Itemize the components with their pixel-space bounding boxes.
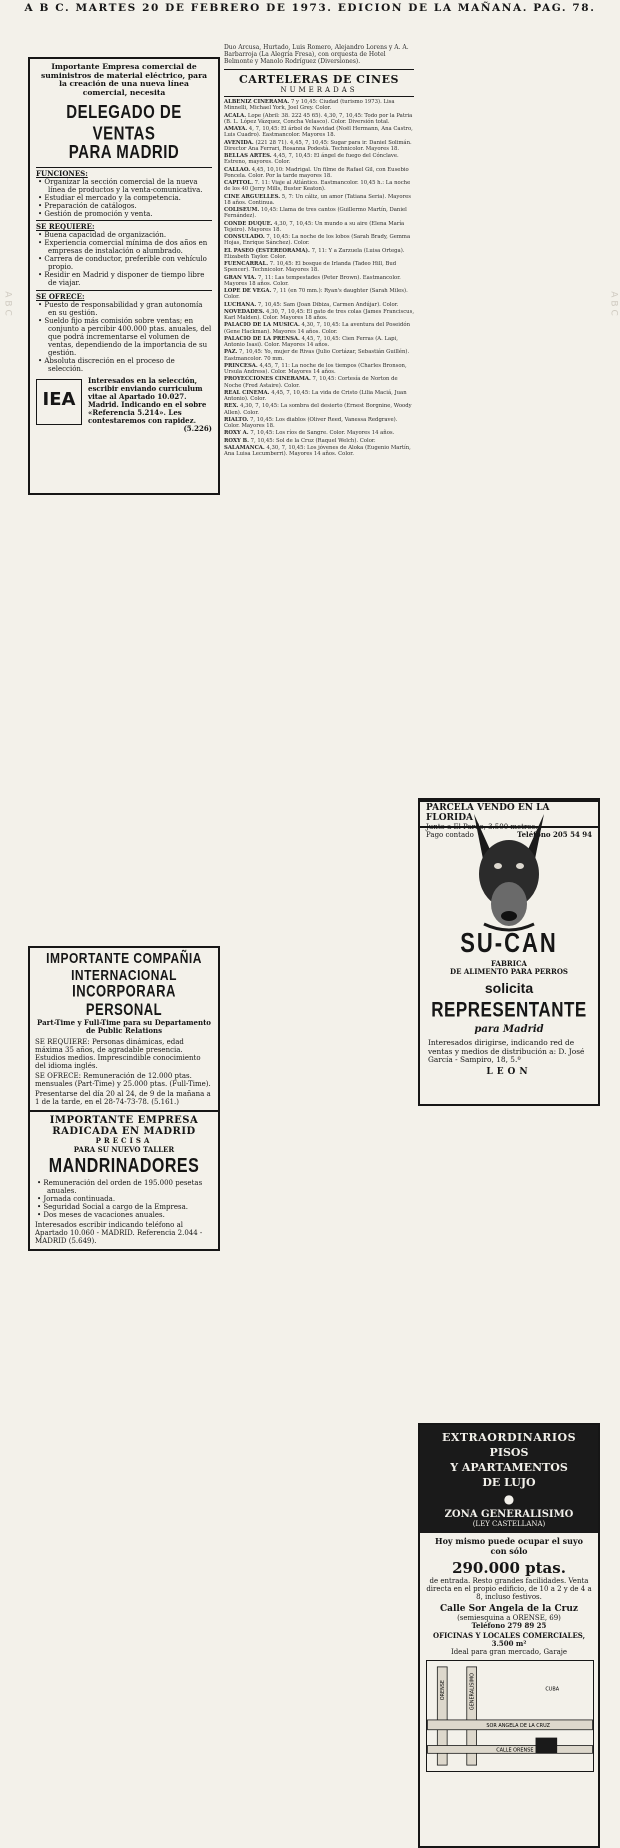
cine-listing [224,167,414,180]
ad-ref: (5.226) [183,424,212,434]
list-item: • Residir en Madrid y disponer de tiempo libre de viajar. [36,271,212,287]
cine-listing [224,194,414,207]
ad3-title: MANDRINADORES [48,1155,200,1177]
cine-details: 4,30, 7, 10,45: Los jóvenes de Aloka (Eugenio Martín, Ana Luisa Lecumberri). Mayores 14 años. Color. [224,444,411,458]
funciones-label: FUNCIONES: [36,168,88,178]
cine-listing [224,438,414,444]
cine-name: CINE ARGUELLES. [224,193,281,200]
cine-listing [224,234,414,247]
cine-details: 7, 11 (en 70 mm.): Ryan's daughter (Sarah Miles). Color. [224,288,408,301]
page-header: A B C. MARTES 20 DE FEBRERO DE 1973. EDICION DE LA MAÑANA. PAG. 78. [24,2,596,14]
cine-name: LUCHANA. [224,301,257,308]
cine-details: 7, 10,45: Los ríos de Sangre. Color. Mayores 14 años. [250,430,395,437]
cine-listing [224,302,414,308]
price-sub: de entrada. Resto grandes facilidades. Venta directa en el propio edificio, de 10 a 2 y de 4 a 8, incluso festivos. [426,1577,592,1602]
representante-text: REPRESENTANTE [431,997,587,1022]
watermark-right: ABC [608,291,619,319]
list-item: • Buena capacidad de organización. [36,231,212,239]
cine-details: 4,45, 7, 10,45: El ángel de fuego del Cónclave. Estreno, mayores. Color. [224,153,399,166]
watermark-left: ABC [2,291,13,319]
parcela-title: PARCELA VENDO EN LA FLORIDA [426,803,550,823]
cine-name: ROXY B. [224,437,249,444]
ad-headline-1: DELEGADO DE VENTAS [66,101,182,145]
ad2-contact: Presentarse del día 20 al 24, de 9 de la mañana a 1 de la tarde, en el 28-74-73-78. (5.161.) [35,1090,211,1107]
bullet-icon: ● [503,1492,515,1506]
cine-listing [224,180,414,193]
ad3-line2: RADICADA EN MADRID [52,1126,196,1138]
ad2-line1: IMPORTANTE COMPAÑIA [46,949,202,967]
compania-internacional-ad [30,948,218,1112]
ideal-text: Ideal para gran mercado, Garaje [450,1648,568,1657]
ad-contact: Interesados en la selección, escribir enviando curriculum vitae al Apartado 10.027. Madrid. Indicando en el sobre «Referencia 5.214». Les contestaremos con rapidez. [88,376,207,426]
zona-text: ZONA GENERALISIMO [444,1509,574,1520]
cine-details: 7, 10,45: Yo, mujer de Rivas (Julio Cortázar, Sebastián Guillén). Eastmancolor. 70 mm. [224,349,410,362]
cine-details: 7, 10,45: Sol de la Cruz (Raquel Welch). Color. [250,437,376,444]
oficinas-text: OFICINAS Y LOCALES COMERCIALES, 3.500 m² [432,1631,586,1649]
pisos-ad [418,1423,600,1848]
cine-name: EL PASEO (ESTEREORAMA). [224,247,310,254]
cine-name: AMAYA. [224,126,248,133]
parcela-pago: Pago contado [426,831,474,840]
cine-name: PRINCESA. [224,362,258,369]
cine-listing [224,363,414,376]
ad2-requiere: SE REQUIERE: Personas dinámicas, edad máxima 35 años, de agradable presencia. Estudios medios. Imprescindible conocimiento del idioma inglés. [35,1038,201,1071]
mandrinadores-ad [30,1112,218,1247]
cine-name: SALAMANCA. [224,444,265,451]
price-text: 290.000 ptas. [452,1559,566,1577]
top-text: Duo Arcusa, Hurtado, Luis Romero, Alejandro Lorens y A. A. Barbarroja (La Alegría Fresa), con orquesta de Hotel Belmonte y Manolo Rodríguez (Diversiones). [224,44,409,66]
cine-name: LOPE DE VEGA. [224,288,272,295]
cine-details: 4,30, 7, 10,45: El gato de tres colas (James Franciscus, Karl Malden). Color. Mayores 18 años. [224,308,415,322]
cine-details: 7, 10,45: Sam (Joan Dibiza, Carmen Andújar). Color. [257,301,399,308]
cine-listing [224,403,414,416]
list-item: • Dos meses de vacaciones anuales. [35,1211,213,1219]
pisos-line1: EXTRAORDINARIOS [441,1431,577,1444]
requiere-label: SE REQUIERE: [36,222,95,232]
cine-listing [224,309,414,322]
company-logo: IEA [36,379,82,425]
cine-name: REAL CINEMA. [224,389,270,396]
cine-listing [224,126,414,139]
cine-listing [224,430,414,436]
list-item: • Carrera de conductor, preferible con vehículo propio. [36,255,212,271]
cine-name: REX. [224,403,239,410]
ad3-line1: IMPORTANTE EMPRESA [49,1115,199,1127]
ad3-line4: PARA SU NUEVO TALLER [73,1144,175,1154]
map-label: GENERALISIMO [469,1673,476,1711]
list-item: • Seguridad Social a cargo de la Empresa. [35,1203,213,1211]
para-madrid-text: para Madrid [474,1024,544,1036]
list-item: • Sueldo fijo más comisión sobre ventas; en conjunto a percibir 400.000 ptas. anuales, del que podrá incrementarse el volumen de ventas, dependiendo de la importancia de su gestión. [36,317,212,357]
ofrece-list [36,301,212,373]
map-label: CUBA [545,1686,560,1693]
cine-listing [224,390,414,403]
ad-headline-2: PARA MADRID [68,141,180,163]
cine-details: (221 28 71). 4,45, 7, 10,45: Sugar para ir. Daniel Solimán. Director Ana Ferrari, Rosanna Podestà. Technicolor. Mayores 18. [224,139,412,152]
cine-details: 7, 10,45: Cortesía de Norton de Noche (Fred Astaire). Color. [224,376,398,389]
personal-ads [28,946,220,1251]
cine-details: 7. 10,45: El bosque de Irlanda (Tadeo Hill, Bud Spencer). Technicolor. Mayores 18. [224,261,397,274]
address-text: Calle Sor Angela de la Cruz [439,1604,579,1615]
pisos-line3: Y APARTAMENTOS [450,1461,568,1474]
cine-name: COLISEUM. [224,207,260,214]
cine-listings [224,99,414,457]
mandrinadores-bullets [35,1179,213,1219]
cine-name: CAPITOL. [224,180,253,187]
cine-details: 4, 7, 10,45: El árbol de Navidad (Noël Hermann, Ana Castro, Luis Cuadro). Eastmancolor. Mayores 18. [224,126,413,139]
su-can-ad [418,798,600,1106]
cine-details: 7, 10,45: La noche de los lobos (Sarah Brady, Gemma Hojas, Enrique Sánchez). Color. [224,234,411,247]
ad2-ofrece: SE OFRECE: Remuneración de 12.000 ptas. mensuales (Part-Time) y 25.000 ptas. (Full-Time). [35,1072,211,1089]
cine-listing [224,349,414,362]
pisos-line4: DE LUJO [482,1476,536,1489]
ad2-sub: Part-Time y Full-Time para su Departamento de Public Relations [37,1018,211,1036]
cine-details: 7 y 10,45: Ciudad (turismo 1973). Lisa Minnelli, Michael York, Joel Grey. Color. [224,99,395,112]
cine-name: ACALA. [224,112,247,119]
parcela-ad [418,800,600,840]
cine-name: PAZ. [224,349,238,356]
list-item: • Jornada continuada. [35,1195,213,1203]
cine-column [224,44,414,458]
pisos-banner [420,1425,598,1533]
cine-name: FUENCARRAL. [224,261,269,268]
cine-listing [224,336,414,349]
cine-details: 4,45, 7, 11: La noche de los tiempos (Charles Bronson, Ursula Andress). Color. Mayores 14 años. [224,362,407,376]
cine-name: PALACIO DE LA MUSICA. [224,322,300,329]
cine-details: 4,45, 7, 10,45: La vida de Cristo (Lilia Maciá, Juan Antonio). Color. [224,389,407,403]
cine-listing [224,376,414,389]
su-can-contact: Interesados dirigirse, indicando red de ventas y medios de distribución a: D. José García - Sampiro, 18, 5.º [428,1038,585,1065]
list-item: • Organizar la sección comercial de la nueva línea de productos y la venta-comunicativa. [36,178,212,194]
cine-name: ROXY A. [224,430,249,437]
cine-details: 7, 11: Las tempestades (Peter Brown). Eastmancolor. Mayores 18 años. Color. [224,274,401,287]
cine-name: AVENIDA. [224,139,254,146]
cine-listing [224,140,414,153]
cine-details: 4,30, 7, 10,45: La sombra del desierto (Ernest Borgnine, Woody Allen). Color. [224,403,412,416]
cine-details: 4,30, 7, 10,45: La aventura del Poseidón (Gene Hackman). Mayores 14 años. Color. [224,322,410,335]
cine-listing [224,288,414,301]
list-item: • Remuneración del orden de 195.000 pesetas anuales. [35,1179,213,1195]
map-label: SOR ANGELA DE LA CRUZ [486,1723,550,1730]
cine-details: 7, 10,45: Los diablos (Oliver Reed, Vanessa Redgrave). Color. Mayores 18. [224,416,398,430]
pisos-line2: PISOS [489,1446,529,1459]
cine-name: PALACIO DE LA PRENSA. [224,335,300,342]
cine-details: 7, 11: Y a Zarzuela (Luisa Ortega). Elizabeth Taylor. Color. [224,247,405,260]
ad-intro: Importante Empresa comercial de suministros de material eléctrico, para la creación de una nueva línea comercial, necesita [41,62,207,98]
cine-details: 4,30, 7, 10,45: Un mundo a su aire (Elena María Tejeiro). Mayores 18. [224,220,405,233]
cine-listing [224,248,414,261]
cine-listing [224,113,414,126]
ad3-contact: Interesados escribir indicando teléfono al Apartado 10.060 - MADRID. Referencia 2.044 - MADRID (5.649). [35,1220,203,1245]
list-item: • Estudiar el mercado y la competencia. [36,194,212,202]
parcela-text: Junto a El Pardo, 3.500 metros. [426,823,538,831]
delegado-ventas-ad [28,57,220,495]
cine-details: 7. 11: Viaje al Atlántico. Eastmancolor. 10,45 h.: La noche de los 40 (Jerry Mills, Buster Keaton). [224,180,411,193]
solicita-text: solicita [484,980,534,997]
carteleras-subtitle: NUMERADAS [280,86,358,95]
cine-listing [224,417,414,430]
cine-name: BELLAS ARTES. [224,153,272,160]
cine-listing [224,221,414,234]
ofrece-label: SE OFRECE: [36,291,85,301]
cine-details: 4,45, 10,10: Madrigal. Un filme de Rafael Gil, con Eusebio Poncela. Color. Por la tarde mayores 18. [224,166,409,179]
cine-details: 5, 7: Un cáliz, un amor (Tatiana Seria). Mayores 18 años. Continua. [224,193,411,206]
requiere-list [36,231,212,287]
brand-name: SU-CAN [460,926,558,958]
carteleras-title: CARTELERAS DE CINES [239,73,399,87]
list-item: • Preparación de catálogos. [36,202,212,210]
parcela-phone: Teléfono 205 54 94 [517,830,592,840]
cine-details: 4,45, 7, 10,45: Cien Ferras (A. Lapi, Antonio Isasi). Color. Mayores 14 años. [224,335,398,349]
offer-text: Hoy mismo puede ocupar el suyo con sólo [435,1536,583,1556]
cine-name: PROYECCIONES CINERAMA. [224,376,311,383]
cine-listing [224,207,414,220]
su-can-city: LEON [486,1066,532,1077]
brand-sub2: DE ALIMENTO PARA PERROS [450,967,568,977]
address-sub: (semiesquina a ORENSE, 69) [457,1614,561,1623]
cine-details: 10,45: Llama de tres cantos (Guillermo Martín, Daniel Fernández). [224,207,407,220]
cine-details: Lope (Abril: 38. 222 45 65). 4,30, 7, 10,45: Todo por la Patria (B. L. López Vázquez, Concha Velasco). Color. Diversión total. [224,112,413,125]
ad2-line3: INCORPORARA PERSONAL [72,981,176,1019]
zona-sub: (LEY CASTELLANA) [472,1520,546,1528]
map-label: CALLE ORENSE [496,1747,534,1754]
cine-name: NOVEDADES. [224,308,265,315]
ad3-line3: PRECISA [95,1136,153,1146]
cine-name: RIALTO. [224,416,249,423]
cine-name: CONDE DUQUE. [224,220,273,227]
cine-name: ALBENIZ CINERAMA. [224,99,290,106]
cine-listing [224,153,414,166]
cine-name: CALLAO. [224,166,251,173]
list-item: • Gestión de promoción y venta. [36,210,212,218]
list-item: • Puesto de responsabilidad y gran autonomía en su gestión. [36,301,212,317]
map-label: ORENSE [440,1680,447,1701]
brand-sub1: FABRICA [490,959,527,968]
cine-listing [224,322,414,335]
ad2-line2: INTERNACIONAL [71,966,177,984]
list-item: • Absoluta discreción en el proceso de selección. [36,357,212,373]
cine-listing [224,99,414,112]
cine-name: CONSULADO. [224,234,265,241]
list-item: • Experiencia comercial mínima de dos años en empresas de instalación o alumbrado. [36,239,212,255]
cine-listing [224,261,414,274]
phone-text: Teléfono 279 89 25 [471,1621,547,1631]
cine-name: GRAN VIA. [224,274,257,281]
cine-listing [224,275,414,288]
location-map [426,1660,594,1772]
cine-listing [224,445,414,458]
funciones-list [36,178,212,218]
